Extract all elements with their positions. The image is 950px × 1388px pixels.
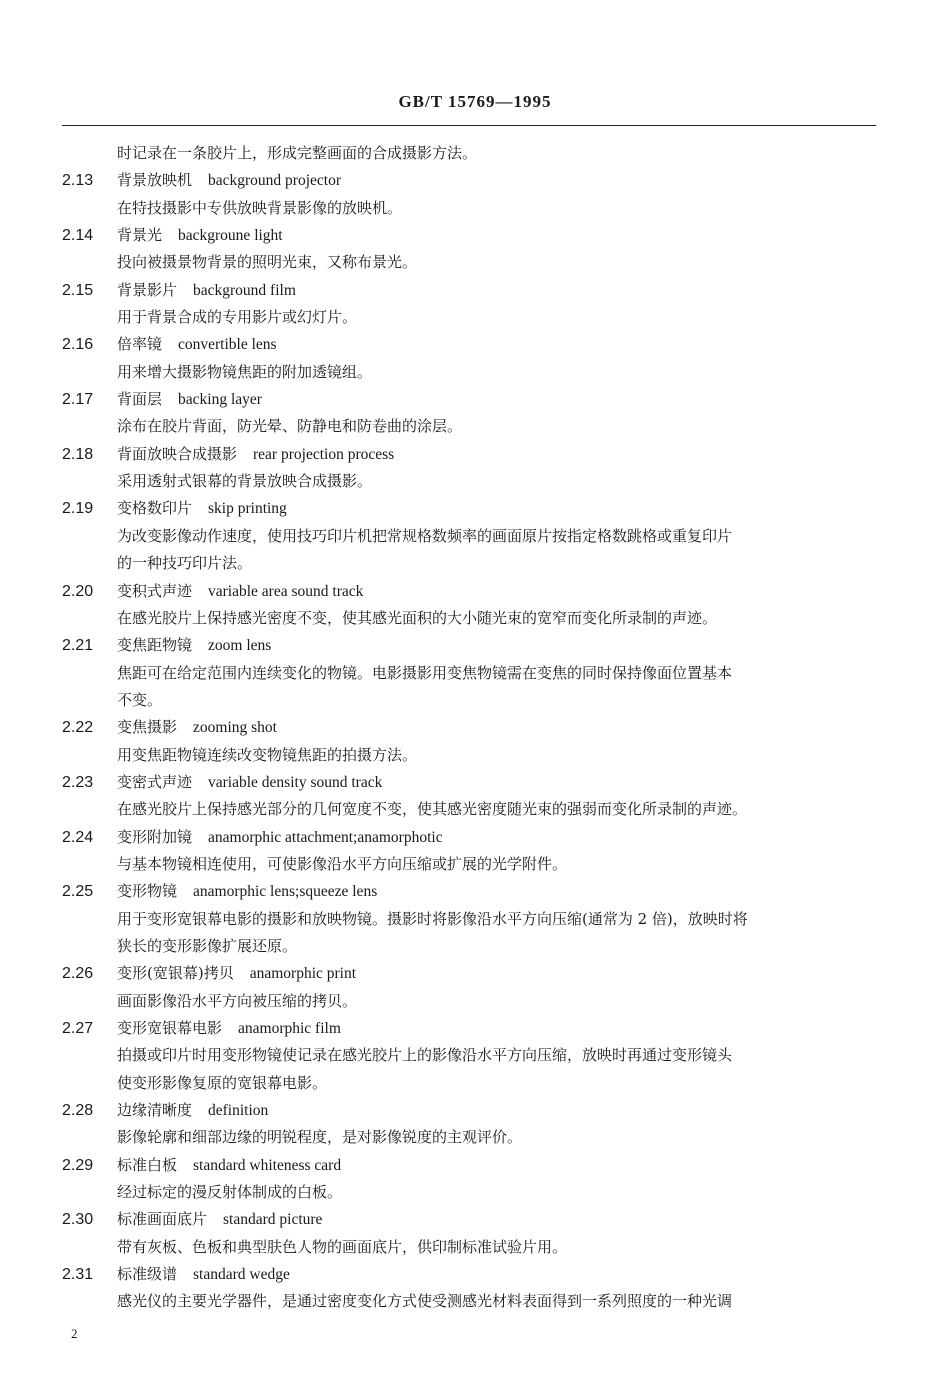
term-english: anamorphic film <box>238 1020 341 1037</box>
term-english: backing layer <box>178 391 262 409</box>
term-definition <box>62 605 882 632</box>
term-heading <box>62 277 882 304</box>
definition-line: 用于背景合成的专用影片或幻灯片。 <box>117 308 358 327</box>
continuation-text: 时记录在一条胶片上，形成完整画面的合成摄影方法。 <box>117 144 478 162</box>
term-english: variable density sound track <box>208 773 383 791</box>
definition-line: 在感光胶片上保持感光密度不变，使其感光面积的大小随光束的宽窄而变化所录制的声迹。 <box>117 608 718 627</box>
term-entry <box>62 960 882 1015</box>
definition-line: 焦距可在给定范围内连续变化的物镜。电影摄影用变焦物镜需在变焦的同时保持像面位置基本 <box>117 663 733 682</box>
term-chinese: 变形附加镜 <box>117 827 193 846</box>
term-entry <box>62 578 882 633</box>
header-rule <box>62 125 876 126</box>
definition-line: 采用透射式银幕的背景放映合成摄影。 <box>117 472 373 491</box>
definition-line: 在感光胶片上保持感光部分的几何宽度不变，使其感光密度随光束的强弱而变化所录制的声迹。 <box>117 800 748 819</box>
term-definition <box>62 742 882 769</box>
term-list <box>62 140 882 1316</box>
term-heading <box>62 1152 882 1179</box>
term-english: backgroune light <box>178 227 283 245</box>
term-entry <box>62 632 882 714</box>
definition-line: 用变焦距物镜连续改变物镜焦距的拍摄方法。 <box>117 745 418 764</box>
term-number: 2.15 <box>62 281 94 299</box>
term-heading <box>62 331 882 358</box>
term-chinese: 变形宽银幕电影 <box>117 1019 223 1037</box>
term-entry <box>62 277 882 332</box>
term-chinese: 标准白板 <box>117 1155 178 1174</box>
standard-code-header: GB/T 15769—1995 <box>398 92 552 111</box>
term-heading <box>62 441 882 468</box>
term-chinese: 背景光 <box>117 226 163 245</box>
term-definition <box>62 1234 882 1261</box>
definition-line: 使变形影像复原的宽银幕电影。 <box>117 1073 328 1092</box>
term-entry <box>62 1015 882 1097</box>
definition-line: 画面影像沿水平方向被压缩的拷贝。 <box>117 991 358 1010</box>
term-heading <box>62 824 882 851</box>
term-chinese: 边缘清晰度 <box>117 1101 193 1120</box>
term-definition <box>62 468 882 495</box>
term-english: background film <box>193 281 296 299</box>
term-number: 2.22 <box>62 719 94 737</box>
term-english: anamorphic attachment;anamorphotic <box>208 828 443 846</box>
term-chinese: 背面放映合成摄影 <box>117 444 238 463</box>
term-chinese: 变格数印片 <box>117 499 193 518</box>
term-chinese: 背面层 <box>117 390 163 409</box>
term-definition <box>62 249 882 276</box>
term-heading <box>62 578 882 605</box>
term-number: 2.13 <box>62 172 94 190</box>
term-english: anamorphic print <box>249 965 357 983</box>
term-number: 2.28 <box>62 1102 94 1120</box>
term-entry <box>62 1206 882 1261</box>
definition-line: 狭长的变形影像扩展还原。 <box>117 936 298 955</box>
term-english: definition <box>208 1102 269 1120</box>
term-entry <box>62 441 882 496</box>
term-definition <box>62 304 882 331</box>
term-number: 2.14 <box>62 227 94 245</box>
term-definition <box>62 1179 882 1206</box>
page-number: 2 <box>71 1326 78 1341</box>
term-heading <box>62 1015 882 1042</box>
term-entry <box>62 714 882 769</box>
term-definition <box>62 1042 882 1097</box>
term-chinese: 倍率镜 <box>117 335 163 354</box>
term-entry <box>62 331 882 386</box>
term-chinese: 变焦距物镜 <box>117 636 193 655</box>
term-chinese: 变密式声迹 <box>117 772 193 791</box>
entries-container <box>62 167 882 1315</box>
term-definition <box>62 851 882 878</box>
term-heading <box>62 632 882 659</box>
term-heading <box>62 960 882 987</box>
term-definition <box>62 906 882 961</box>
term-chinese: 背景影片 <box>117 280 178 299</box>
term-definition <box>62 796 882 823</box>
term-number: 2.23 <box>62 773 94 791</box>
term-heading <box>62 386 882 413</box>
term-number: 2.21 <box>62 637 94 655</box>
term-english: background projector <box>208 172 342 190</box>
term-english: standard wedge <box>193 1266 290 1284</box>
term-number: 2.27 <box>62 1020 94 1037</box>
term-english: zooming shot <box>193 719 277 737</box>
term-definition <box>62 413 882 440</box>
term-chinese: 标准级谱 <box>117 1265 178 1284</box>
term-number: 2.20 <box>62 582 94 600</box>
term-definition <box>62 1124 882 1151</box>
term-number: 2.30 <box>62 1211 94 1229</box>
term-number: 2.29 <box>62 1156 94 1174</box>
term-entry <box>62 167 882 222</box>
term-definition <box>62 660 882 715</box>
term-entry <box>62 495 882 577</box>
term-heading <box>62 714 882 741</box>
term-number: 2.31 <box>62 1266 94 1284</box>
term-english: variable area sound track <box>208 582 364 600</box>
term-english: convertible lens <box>178 336 277 354</box>
term-definition <box>62 359 882 386</box>
definition-line: 的一种技巧印片法。 <box>117 554 253 573</box>
term-heading <box>62 769 882 796</box>
term-definition <box>62 195 882 222</box>
definition-line: 涂布在胶片背面，防光晕、防静电和防卷曲的涂层。 <box>117 417 463 436</box>
term-entry <box>62 824 882 879</box>
term-definition <box>62 1288 882 1315</box>
term-english: skip printing <box>208 500 287 518</box>
term-english: standard whiteness card <box>193 1156 342 1174</box>
term-english: rear projection process <box>253 445 395 463</box>
term-chinese: 变形物镜 <box>117 882 178 901</box>
term-english: zoom lens <box>208 637 272 655</box>
term-heading <box>62 878 882 905</box>
term-definition <box>62 988 882 1015</box>
definition-line: 与基本物镜相连使用，可使影像沿水平方向压缩或扩展的光学附件。 <box>117 854 568 873</box>
term-entry <box>62 1261 882 1316</box>
term-number: 2.26 <box>62 965 94 983</box>
definition-line: 用于变形宽银幕电影的摄影和放映物镜。摄影时将影像沿水平方向压缩(通常为 2 倍)，放映时将 <box>117 909 748 928</box>
term-heading <box>62 1097 882 1124</box>
term-number: 2.18 <box>62 445 94 463</box>
term-entry <box>62 1097 882 1152</box>
term-chinese: 背景放映机 <box>117 171 193 190</box>
definition-line: 拍摄或印片时用变形物镜使记录在感光胶片上的影像沿水平方向压缩，放映时再通过变形镜头 <box>117 1046 733 1065</box>
term-entry <box>62 222 882 277</box>
definition-line: 带有灰板、色板和典型肤色人物的画面底片，供印制标准试验片用。 <box>117 1237 568 1256</box>
definition-line: 投向被摄景物背景的照明光束，又称布景光。 <box>117 253 418 272</box>
term-number: 2.17 <box>62 391 94 409</box>
term-chinese: 变焦摄影 <box>117 718 178 737</box>
definition-line: 影像轮廓和细部边缘的明锐程度，是对影像锐度的主观评价。 <box>117 1128 523 1147</box>
definition-line: 在特技摄影中专供放映背景影像的放映机。 <box>117 198 403 217</box>
term-number: 2.19 <box>62 500 94 518</box>
term-number: 2.25 <box>62 883 94 901</box>
term-heading <box>62 1206 882 1233</box>
term-chinese: 标准画面底片 <box>117 1210 208 1229</box>
term-english: anamorphic lens;squeeze lens <box>193 883 378 901</box>
term-definition <box>62 523 882 578</box>
term-english: standard picture <box>223 1211 323 1229</box>
term-entry <box>62 386 882 441</box>
term-chinese: 变形(宽银幕)拷贝 <box>117 964 234 983</box>
term-heading <box>62 167 882 194</box>
term-number: 2.16 <box>62 336 94 354</box>
definition-line: 不变。 <box>117 690 163 709</box>
term-number: 2.24 <box>62 828 94 846</box>
definition-line: 为改变影像动作速度，使用技巧印片机把常规格数频率的画面原片按指定格数跳格或重复印片 <box>117 526 733 545</box>
term-entry <box>62 878 882 960</box>
definition-line: 用来增大摄影物镜焦距的附加透镜组。 <box>117 362 373 381</box>
definition-line: 经过标定的漫反射体制成的白板。 <box>117 1183 343 1202</box>
term-chinese: 变积式声迹 <box>117 581 193 600</box>
term-heading <box>62 1261 882 1288</box>
term-heading <box>62 495 882 522</box>
term-heading <box>62 222 882 249</box>
definition-line: 感光仪的主要光学器件，是通过密度变化方式使受测感光材料表面得到一系列照度的一种光调 <box>117 1292 733 1311</box>
term-entry <box>62 769 882 824</box>
term-entry <box>62 1152 882 1207</box>
